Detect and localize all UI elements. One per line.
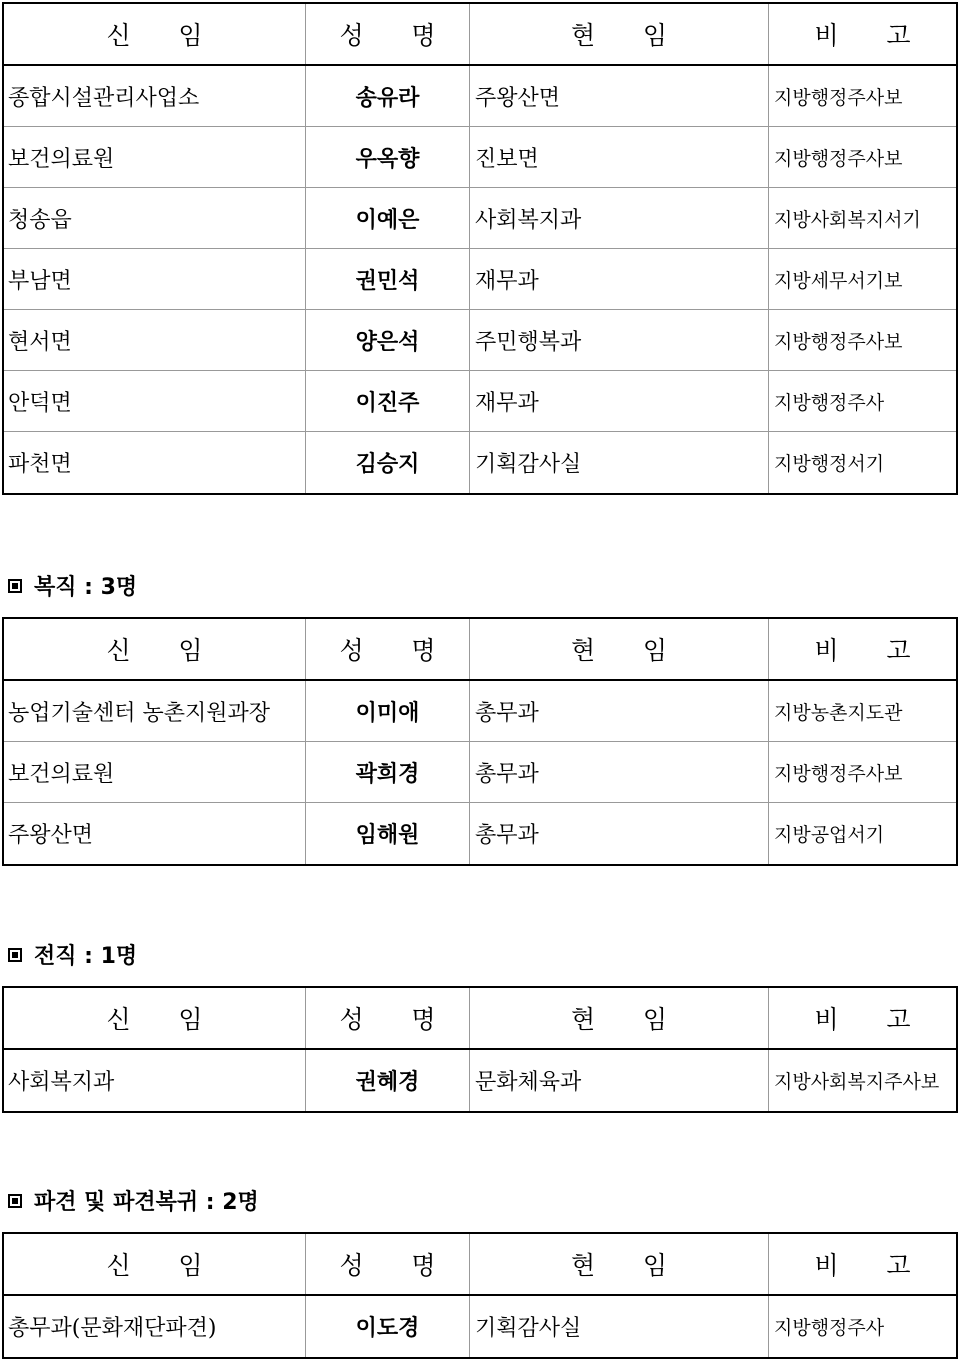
cell-name: 이도경 xyxy=(306,1296,470,1357)
cell-current: 총무과 xyxy=(470,742,769,802)
table-header-row xyxy=(4,988,956,1050)
cell-note: 지방행정주사 xyxy=(774,391,885,414)
header-current-position: 현 임 xyxy=(470,1234,769,1294)
cell-new: 사회복지과 xyxy=(4,1050,306,1111)
header-new-position: 신 임 xyxy=(4,988,306,1048)
cell-new: 보건의료원 xyxy=(4,742,306,802)
cell-current: 재무과 xyxy=(470,371,769,431)
table-row xyxy=(4,371,956,432)
cell-new: 파천면 xyxy=(4,432,306,493)
cell-note: 지방사회복지서기 xyxy=(774,208,921,231)
cell-new: 보건의료원 xyxy=(4,127,306,187)
cell-note: 지방행정주사보 xyxy=(774,86,903,109)
cell-current: 진보면 xyxy=(470,127,769,187)
header-note: 비 고 xyxy=(814,1251,911,1280)
table-row xyxy=(4,432,956,493)
header-new-position: 신 임 xyxy=(4,1234,306,1294)
cell-new: 총무과(문화재단파견) xyxy=(4,1296,306,1357)
header-name: 성 명 xyxy=(306,4,470,64)
table-row xyxy=(4,803,956,864)
table-header-row xyxy=(4,619,956,681)
section-title-dispatch xyxy=(8,1185,259,1216)
cell-new: 종합시설관리사업소 xyxy=(4,66,306,126)
header-current-position: 현 임 xyxy=(470,988,769,1048)
header-new-position: 신 임 xyxy=(4,4,306,64)
cell-note: 지방세무서기보 xyxy=(774,269,903,292)
cell-current: 문화체육과 xyxy=(470,1050,769,1111)
cell-name: 임해원 xyxy=(306,803,470,864)
cell-new: 현서면 xyxy=(4,310,306,370)
cell-name: 우옥향 xyxy=(306,127,470,187)
cell-new: 부남면 xyxy=(4,249,306,309)
header-note: 비 고 xyxy=(814,1005,911,1034)
square-bullet-icon xyxy=(8,579,22,593)
cell-note: 지방행정주사보 xyxy=(774,330,903,353)
table-header-row xyxy=(4,4,956,66)
table-row xyxy=(4,249,956,310)
cell-note: 지방행정서기 xyxy=(774,453,885,475)
header-name: 성 명 xyxy=(306,988,470,1048)
header-note: 비 고 xyxy=(814,21,911,50)
cell-current: 재무과 xyxy=(470,249,769,309)
cell-current: 주왕산면 xyxy=(470,66,769,126)
section-title-text: 전직 : 1명 xyxy=(34,944,138,969)
cell-new: 안덕면 xyxy=(4,371,306,431)
cell-current: 사회복지과 xyxy=(470,188,769,248)
section-title-text: 파견 및 파견복귀 : 2명 xyxy=(34,1190,259,1215)
header-new-position: 신 임 xyxy=(4,619,306,679)
cell-name: 권혜경 xyxy=(306,1050,470,1111)
table-row xyxy=(4,66,956,127)
cell-note: 지방행정주사보 xyxy=(774,762,903,785)
header-name: 성 명 xyxy=(306,1234,470,1294)
section-title-reinstatement xyxy=(8,570,137,601)
table-row xyxy=(4,310,956,371)
cell-new: 주왕산면 xyxy=(4,803,306,864)
header-name: 성 명 xyxy=(306,619,470,679)
square-bullet-icon xyxy=(8,1194,22,1208)
cell-name: 송유라 xyxy=(306,66,470,126)
header-note: 비 고 xyxy=(814,636,911,665)
personnel-table-2 xyxy=(2,617,958,866)
cell-note: 지방행정주사 xyxy=(774,1317,885,1339)
cell-note: 지방행정주사보 xyxy=(774,147,903,170)
cell-current: 총무과 xyxy=(470,803,769,864)
cell-note: 지방농촌지도관 xyxy=(774,701,903,724)
cell-name: 양은석 xyxy=(306,310,470,370)
cell-note: 지방공업서기 xyxy=(774,824,885,846)
square-bullet-icon xyxy=(8,948,22,962)
table-row xyxy=(4,188,956,249)
table-row xyxy=(4,742,956,803)
table-row xyxy=(4,681,956,742)
cell-current: 기획감사실 xyxy=(470,1296,769,1357)
cell-name: 이미애 xyxy=(306,681,470,741)
cell-name: 김승지 xyxy=(306,432,470,493)
personnel-table-4 xyxy=(2,1232,958,1359)
table-row xyxy=(4,1296,956,1357)
table-row xyxy=(4,1050,956,1111)
cell-name: 권민석 xyxy=(306,249,470,309)
table-row xyxy=(4,127,956,188)
cell-name: 이진주 xyxy=(306,371,470,431)
section-title-text: 복직 : 3명 xyxy=(34,575,138,600)
personnel-table-3 xyxy=(2,986,958,1113)
cell-new: 청송읍 xyxy=(4,188,306,248)
header-current-position: 현 임 xyxy=(470,4,769,64)
cell-name: 이예은 xyxy=(306,188,470,248)
cell-new: 농업기술센터 농촌지원과장 xyxy=(4,681,306,741)
section-title-transfer xyxy=(8,939,137,970)
table-header-row xyxy=(4,1234,956,1296)
cell-note: 지방사회복지주사보 xyxy=(774,1071,940,1093)
header-current-position: 현 임 xyxy=(470,619,769,679)
cell-current: 주민행복과 xyxy=(470,310,769,370)
cell-current: 기획감사실 xyxy=(470,432,769,493)
personnel-table-1 xyxy=(2,2,958,495)
cell-current: 총무과 xyxy=(470,681,769,741)
cell-name: 곽희경 xyxy=(306,742,470,802)
